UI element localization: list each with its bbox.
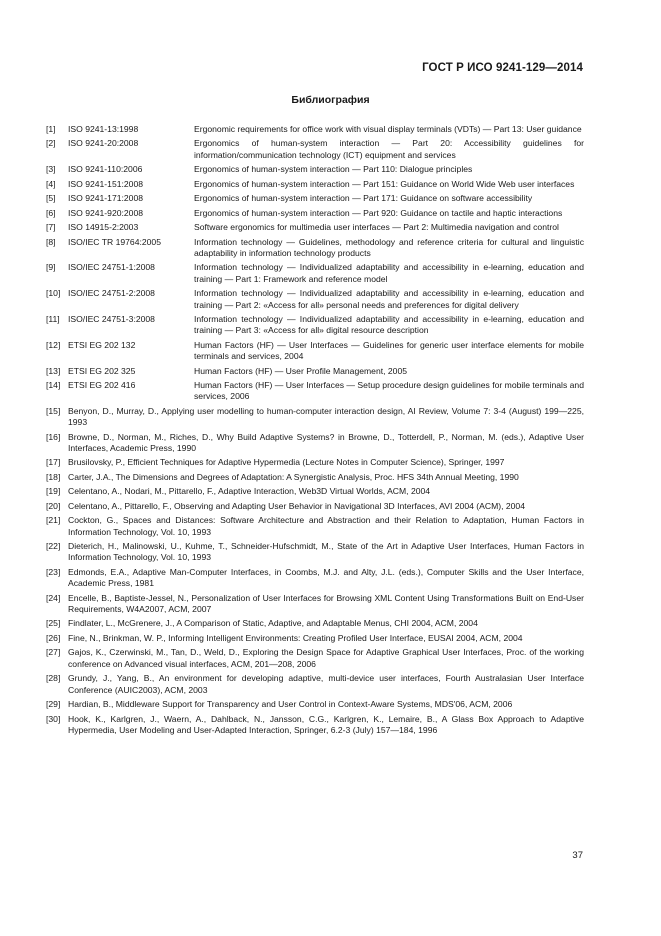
reference-item — [46, 193, 584, 204]
reference-citation: Encelle, B., Baptiste-Jessel, N., Personalization of User Interfaces for Browsing XML Content Using Transformations Built on End-User Requirements, W4A2007, ACM, 2007 — [68, 592, 584, 614]
reference-citation: Findlater, L., McGrenere, J., A Comparison of Static, Adaptive, and Adaptable Menus, CHI 2004, ACM, 2004 — [68, 618, 478, 629]
reference-title: Ergonomic requirements for office work with visual display terminals (VDTs) — Part 13: User guidance — [194, 124, 582, 134]
reference-title: Software ergonomics for multimedia user interfaces — Part 2: Multimedia navigation and control — [194, 222, 559, 233]
reference-number: [22] — [46, 541, 61, 552]
reference-citation: Hook, K., Karlgren, J., Waern, A., Dahlback, N., Jansson, C.G., Karlgren, K., Lemaire, B., A Glass Box Approach to Adaptive Hypermedia, User Modeling and User-Adapted Interaction, Springer, 6.2-3 (July) 157—184, 1996 — [68, 713, 584, 735]
reference-item — [46, 633, 584, 644]
standard-code: ISO/IEC 24751-2:2008 — [68, 288, 155, 299]
reference-number: [27] — [46, 647, 61, 658]
reference-item — [46, 380, 584, 403]
reference-citation: Brusilovsky, P., Efficient Techniques for Adaptive Hypermedia (Lecture Notes in Computer Science), Springer, 1997 — [68, 457, 505, 468]
reference-title: Information technology — Individualized adaptability and accessibility in e-learning, education and training — Part 1: Framework and reference model — [194, 262, 584, 284]
standard-code: ISO 9241-110:2006 — [68, 164, 143, 175]
reference-number: [26] — [46, 632, 61, 643]
reference-title: Information technology — Guidelines, methodology and reference criteria for cultural and linguistic adaptability in information technology products — [194, 236, 584, 258]
reference-number: [14] — [46, 380, 61, 391]
reference-title: Ergonomics of human-system interaction — Part 110: Dialogue principles — [194, 164, 473, 175]
reference-item — [46, 288, 584, 311]
page-number: 37 — [572, 850, 583, 861]
reference-title: Human Factors (HF) — User Interfaces — Setup procedure design guidelines for mobile terminals and services, 2006 — [194, 380, 584, 402]
standard-code: ETSI EG 202 132 — [68, 339, 136, 350]
standard-code: ISO 9241-13:1998 — [68, 124, 139, 134]
reference-title: Ergonomics of human-system interaction — Part 171: Guidance on software accessibility — [194, 193, 533, 204]
reference-item — [46, 699, 584, 710]
reference-number: [23] — [46, 566, 61, 577]
standard-code: ISO 14915-2:2003 — [68, 222, 139, 233]
literature-references — [46, 406, 584, 736]
reference-number: [7] — [46, 222, 56, 233]
standard-code: ISO/IEC 24751-1:2008 — [68, 262, 155, 273]
reference-item — [46, 673, 584, 696]
standard-code: ISO/IEC TR 19764:2005 — [68, 236, 161, 247]
reference-title: Human Factors (HF) — User Profile Management, 2005 — [194, 365, 408, 376]
reference-citation: Carter, J.A., The Dimensions and Degrees of Adaptation: A Synergistic Analysis, Proc. HFS 34th Annual Meeting, 1990 — [68, 471, 519, 482]
reference-citation: Edmonds, E.A., Adaptive Man-Computer Interfaces, in Coombs, M.J. and Alty, J.L. (eds.), Computer Skills and the User Interface, Academic Press, 1981 — [68, 566, 584, 589]
reference-citation: Grundy, J., Yang, B., An environment for developing adaptive, multi-device user interfaces, Fourth Australasian User Interface Conference (AUIC2003), ACM, 2003 — [68, 673, 584, 695]
reference-title: Ergonomics of human-system interaction — Part 20: Accessibility guidelines for information/communication technology (ICT) equipment and services — [194, 138, 584, 160]
reference-item — [46, 472, 584, 483]
reference-number: [15] — [46, 405, 61, 416]
bibliography-title: Библиография — [291, 94, 370, 106]
reference-item — [46, 618, 584, 629]
reference-item — [46, 314, 584, 337]
reference-item — [46, 486, 584, 497]
reference-item — [46, 593, 584, 616]
reference-item — [46, 262, 584, 285]
standard-code: ISO 9241-171:2008 — [68, 193, 144, 204]
standard-code: ISO 9241-151:2008 — [68, 178, 144, 189]
reference-citation: Gajos, K., Czerwinski, M., Tan, D., Weld, D., Exploring the Design Space for Adaptive Graphical User Interfaces, Proc. of the working conference on Advanced visual interfaces, ACM, 201—208, 2006 — [68, 647, 584, 669]
reference-item — [46, 237, 584, 260]
standard-code: ETSI EG 202 416 — [68, 380, 136, 391]
reference-item — [46, 208, 584, 219]
standard-code: ETSI EG 202 325 — [68, 365, 136, 376]
reference-number: [13] — [46, 365, 61, 376]
reference-item — [46, 179, 584, 190]
reference-number: [10] — [46, 288, 61, 299]
reference-number: [5] — [46, 193, 56, 204]
reference-citation: Dieterich, H., Malinowski, U., Kuhme, T., Schneider-Hufschmidt, M., State of the Art in Adaptive User Interfaces, Human Factors in Information Technology, Vol. 10, 1993 — [68, 541, 584, 563]
reference-number: [6] — [46, 207, 56, 218]
reference-citation: Cockton, G., Spaces and Distances: Software Architecture and Abstraction and their Relation to Adaptation, Human Factors in Information Technology, Vol. 10, 1993 — [68, 515, 584, 537]
reference-item — [46, 457, 584, 468]
reference-citation: Fine, N., Brinkman, W. P., Informing Intelligent Environments: Creating Profiled User Interface, EUSAI 2004, ACM, 2004 — [68, 632, 523, 643]
reference-number: [17] — [46, 457, 61, 468]
standards-references — [46, 124, 584, 403]
reference-citation: Hardian, B., Middleware Support for Transparency and User Control in Context-Aware Systems, MDS'06, ACM, 2006 — [68, 699, 513, 710]
reference-title: Ergonomics of human-system interaction — Part 920: Guidance on tactile and haptic interactions — [194, 207, 563, 218]
reference-item — [46, 647, 584, 670]
standard-designation: ГОСТ Р ИСО 9241-129—2014 — [422, 62, 583, 74]
reference-number: [30] — [46, 713, 61, 724]
reference-item — [46, 406, 584, 429]
reference-item — [46, 366, 584, 377]
reference-item — [46, 501, 584, 512]
reference-item — [46, 138, 584, 161]
reference-number: [20] — [46, 500, 61, 511]
reference-number: [3] — [46, 164, 56, 175]
reference-item — [46, 340, 584, 363]
standard-code: ISO 9241-920:2008 — [68, 207, 144, 218]
reference-title: Information technology — Individualized adaptability and accessibility in e-learning, education and training — Part 3: «Access for all» digital resource description — [194, 314, 584, 336]
reference-item — [46, 541, 584, 564]
reference-number: [25] — [46, 618, 61, 629]
reference-item — [46, 567, 584, 590]
reference-number: [1] — [46, 124, 56, 134]
reference-number: [12] — [46, 339, 61, 350]
reference-number: [8] — [46, 236, 56, 247]
reference-number: [28] — [46, 673, 61, 684]
standard-code: ISO/IEC 24751-3:2008 — [68, 314, 155, 325]
reference-title: Human Factors (HF) — User Interfaces — Guidelines for generic user interface elements for mobile terminals and services, 2004 — [194, 339, 584, 362]
reference-title: Information technology — Individualized adaptability and accessibility in e-learning, education and training — Part 2: «Access for all» personal needs and preferences for digital delivery — [194, 288, 584, 310]
reference-item — [46, 164, 584, 175]
reference-item — [46, 714, 584, 737]
reference-item — [46, 124, 584, 135]
reference-item — [46, 222, 584, 233]
reference-number: [2] — [46, 138, 56, 149]
reference-number: [24] — [46, 592, 61, 603]
reference-number: [21] — [46, 515, 61, 526]
reference-citation: Celentano, A., Pittarello, F., Observing and Adapting User Behavior in Navigational 3D Interfaces, AVI 2004 (ACM), 2004 — [68, 500, 525, 511]
reference-number: [4] — [46, 178, 56, 189]
reference-citation: Browne, D., Norman, M., Riches, D., Why Build Adaptive Systems? in Browne, D., Totterdell, P., Norman, M. (eds.), Adaptive User Interfaces, Academic Press, 1990 — [68, 431, 584, 453]
reference-number: [29] — [46, 699, 61, 710]
reference-number: [16] — [46, 431, 61, 442]
reference-number: [18] — [46, 471, 61, 482]
reference-number: [19] — [46, 486, 61, 497]
reference-item — [46, 515, 584, 538]
reference-list — [46, 124, 584, 739]
reference-citation: Celentano, A., Nodari, M., Pittarello, F., Adaptive Interaction, Web3D Virtual Worlds, ACM, 2004 — [68, 486, 431, 497]
reference-item — [46, 432, 584, 455]
reference-citation: Benyon, D., Murray, D., Applying user modelling to human-computer interaction design, AI Review, Volume 7: 3-4 (August) 199—225, 1993 — [68, 405, 584, 428]
reference-number: [9] — [46, 262, 56, 273]
reference-title: Ergonomics of human-system interaction — Part 151: Guidance on World Wide Web user interfaces — [194, 178, 575, 189]
standard-code: ISO 9241-20:2008 — [68, 138, 139, 149]
reference-number: [11] — [46, 314, 60, 325]
